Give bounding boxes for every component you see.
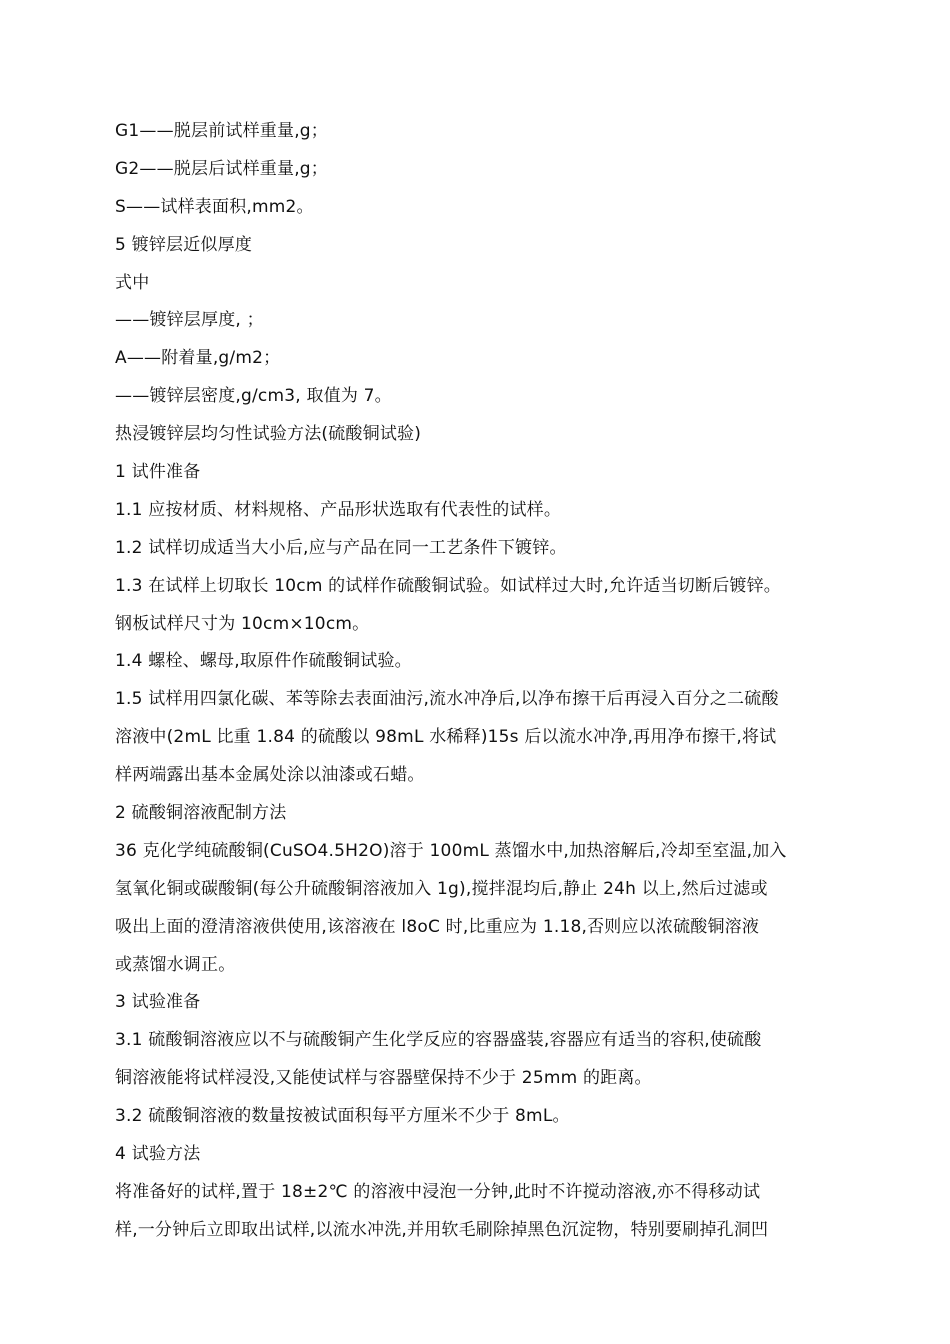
formula-variable-density: ——镀锌层密度,g/cm3, 取值为 7。 <box>115 386 392 407</box>
document-body <box>115 113 840 1250</box>
clause-1-4: 1.4 螺栓、螺母,取原件作硫酸铜试验。 <box>115 651 412 672</box>
formula-variable-thickness: ——镀锌层厚度, ； <box>115 310 264 331</box>
clause-4-line-2: 样,一分钟后立即取出试样,以流水冲洗,并用软毛刷除掉黑色沉淀物，特别要刷掉孔洞凹 <box>115 1219 769 1240</box>
clause-3-2: 3.2 硫酸铜溶液的数量按被试面积每平方厘米不少于 8mL。 <box>115 1106 570 1127</box>
clause-1-5-line-3: 样两端露出基本金属处涂以油漆或石蜡。 <box>115 765 425 786</box>
clause-2-line-1: 36 克化学纯硫酸铜(CuSO4.5H2O)溶于 100mL 蒸馏水中,加热溶解后,冷却至室温,加入 <box>115 840 787 861</box>
clause-1-2: 1.2 试样切成适当大小后,应与产品在同一工艺条件下镀锌。 <box>115 537 567 558</box>
formula-variable-a: A——附着量,g/m2； <box>115 348 281 369</box>
clause-1-3-line-2: 钢板试样尺寸为 10cm×10cm。 <box>115 613 370 634</box>
clause-2-line-3: 吸出上面的澄清溶液供使用,该溶液在 l8oC 时,比重应为 1.18,否则应以浓硫酸铜溶液 <box>115 916 760 937</box>
formula-where-label: 式中 <box>115 272 150 293</box>
clause-4-line-1: 将准备好的试样,置于 18±2℃ 的溶液中浸泡一分钟,此时不许搅动溶液,亦不得移动试 <box>115 1181 761 1202</box>
clause-1-3-line-1: 1.3 在试样上切取长 10cm 的试样作硫酸铜试验。如试样过大时,允许适当切断后镀锌。 <box>115 575 781 596</box>
clause-2-line-2: 氢氧化铜或碳酸铜(每公升硫酸铜溶液加入 1g),搅拌混均后,静止 24h 以上,然后过滤或 <box>115 878 768 899</box>
appendix-title: 热浸镀锌层均匀性试验方法(硫酸铜试验) <box>115 424 422 445</box>
clause-1-5-line-1: 1.5 试样用四氯化碳、苯等除去表面油污,流水冲净后,以净布擦干后再浸入百分之二硫酸 <box>115 689 779 710</box>
formula-variable-g2: G2——脱层后试样重量,g； <box>115 158 328 179</box>
clause-2-line-4: 或蒸馏水调正。 <box>115 954 236 975</box>
clause-3-1-line-2: 铜溶液能将试样浸没,又能使试样与容器壁保持不少于 25mm 的距离。 <box>115 1068 652 1089</box>
clause-1-1: 1.1 应按材质、材料规格、产品形状选取有代表性的试样。 <box>115 499 562 520</box>
formula-variable-g1: G1——脱层前试样重量,g； <box>115 121 328 141</box>
section-heading-4: 4 试验方法 <box>115 1144 201 1165</box>
section-heading-2: 2 硫酸铜溶液配制方法 <box>115 803 287 824</box>
section-heading-3: 3 试验准备 <box>115 992 201 1013</box>
clause-3-1-line-1: 3.1 硫酸铜溶液应以不与硫酸铜产生化学反应的容器盛装,容器应有适当的容积,使硫酸 <box>115 1030 762 1051</box>
formula-variable-s: S——试样表面积,mm2。 <box>115 196 314 217</box>
section-heading-5: 5 镀锌层近似厚度 <box>115 234 253 255</box>
section-heading-1: 1 试件准备 <box>115 462 201 483</box>
clause-1-5-line-2: 溶液中(2mL 比重 1.84 的硫酸以 98mL 水稀释)15s 后以流水冲净,再用净布擦干,将试 <box>115 727 777 748</box>
